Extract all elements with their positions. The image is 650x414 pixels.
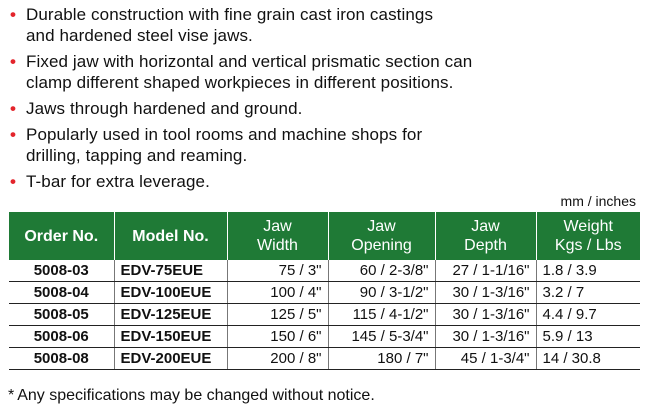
feature-text: Jaws through hardened and ground. bbox=[26, 99, 303, 118]
cell-model-no: EDV-150EUE bbox=[114, 326, 227, 348]
feature-text: Popularly used in tool rooms and machine shops for bbox=[26, 125, 423, 144]
header-weight: Weight Kgs / Lbs bbox=[536, 212, 640, 260]
header-jaw-opening: Jaw Opening bbox=[328, 212, 435, 260]
cell-jaw-opening: 180 / 7" bbox=[328, 348, 435, 370]
cell-jaw-depth: 30 / 1-3/16" bbox=[435, 326, 536, 348]
cell-order-no: 5008-04 bbox=[9, 282, 114, 304]
cell-model-no: EDV-75EUE bbox=[114, 260, 227, 282]
feature-text: clamp different shaped workpieces in different positions. bbox=[26, 73, 454, 92]
cell-jaw-opening: 145 / 5-3/4" bbox=[328, 326, 435, 348]
cell-jaw-width: 100 / 4" bbox=[227, 282, 328, 304]
bullet-icon: • bbox=[10, 5, 17, 24]
cell-weight: 1.8 / 3.9 bbox=[536, 260, 640, 282]
cell-jaw-width: 75 / 3" bbox=[227, 260, 328, 282]
cell-weight: 4.4 / 9.7 bbox=[536, 304, 640, 326]
unit-note: mm / inches bbox=[560, 193, 636, 209]
bullet-icon: • bbox=[10, 125, 17, 144]
cell-order-no: 5008-05 bbox=[9, 304, 114, 326]
cell-weight: 5.9 / 13 bbox=[536, 326, 640, 348]
feature-item bbox=[8, 171, 648, 192]
feature-text: drilling, tapping and reaming. bbox=[26, 146, 248, 165]
cell-model-no: EDV-100EUE bbox=[114, 282, 227, 304]
table-row bbox=[9, 282, 640, 304]
cell-jaw-width: 150 / 6" bbox=[227, 326, 328, 348]
bullet-icon: • bbox=[10, 99, 17, 118]
cell-model-no: EDV-125EUE bbox=[114, 304, 227, 326]
spec-table bbox=[9, 212, 640, 370]
header-jaw-depth: Jaw Depth bbox=[435, 212, 536, 260]
table-header-row bbox=[9, 212, 640, 260]
cell-jaw-opening: 90 / 3-1/2" bbox=[328, 282, 435, 304]
cell-jaw-opening: 115 / 4-1/2" bbox=[328, 304, 435, 326]
feature-text: Durable construction with fine grain cast iron castings bbox=[26, 5, 434, 24]
table-row bbox=[9, 260, 640, 282]
cell-jaw-depth: 30 / 1-3/16" bbox=[435, 304, 536, 326]
header-jaw-width: Jaw Width bbox=[227, 212, 328, 260]
cell-jaw-depth: 30 / 1-3/16" bbox=[435, 282, 536, 304]
feature-text: Fixed jaw with horizontal and vertical prismatic section can bbox=[26, 52, 473, 71]
cell-jaw-depth: 27 / 1-1/16" bbox=[435, 260, 536, 282]
cell-jaw-opening: 60 / 2-3/8" bbox=[328, 260, 435, 282]
bullet-icon: • bbox=[10, 52, 17, 71]
header-order-no: Order No. bbox=[9, 212, 114, 260]
bullet-icon: • bbox=[10, 172, 17, 191]
feature-text: T-bar for extra leverage. bbox=[26, 172, 210, 191]
feature-item bbox=[8, 124, 648, 166]
footnote-text: Any specifications may be changed without notice. bbox=[17, 387, 375, 404]
feature-text: and hardened steel vise jaws. bbox=[26, 26, 253, 45]
cell-weight: 3.2 / 7 bbox=[536, 282, 640, 304]
feature-list bbox=[8, 4, 648, 197]
table-row bbox=[9, 304, 640, 326]
asterisk-icon: * bbox=[8, 387, 15, 404]
cell-weight: 14 / 30.8 bbox=[536, 348, 640, 370]
feature-item bbox=[8, 4, 648, 46]
feature-item bbox=[8, 51, 648, 93]
cell-jaw-width: 125 / 5" bbox=[227, 304, 328, 326]
table-row bbox=[9, 326, 640, 348]
footnote bbox=[8, 387, 375, 405]
header-model-no: Model No. bbox=[114, 212, 227, 260]
cell-jaw-width: 200 / 8" bbox=[227, 348, 328, 370]
feature-item bbox=[8, 98, 648, 119]
table-row bbox=[9, 348, 640, 370]
cell-order-no: 5008-08 bbox=[9, 348, 114, 370]
cell-model-no: EDV-200EUE bbox=[114, 348, 227, 370]
cell-order-no: 5008-03 bbox=[9, 260, 114, 282]
cell-jaw-depth: 45 / 1-3/4" bbox=[435, 348, 536, 370]
cell-order-no: 5008-06 bbox=[9, 326, 114, 348]
